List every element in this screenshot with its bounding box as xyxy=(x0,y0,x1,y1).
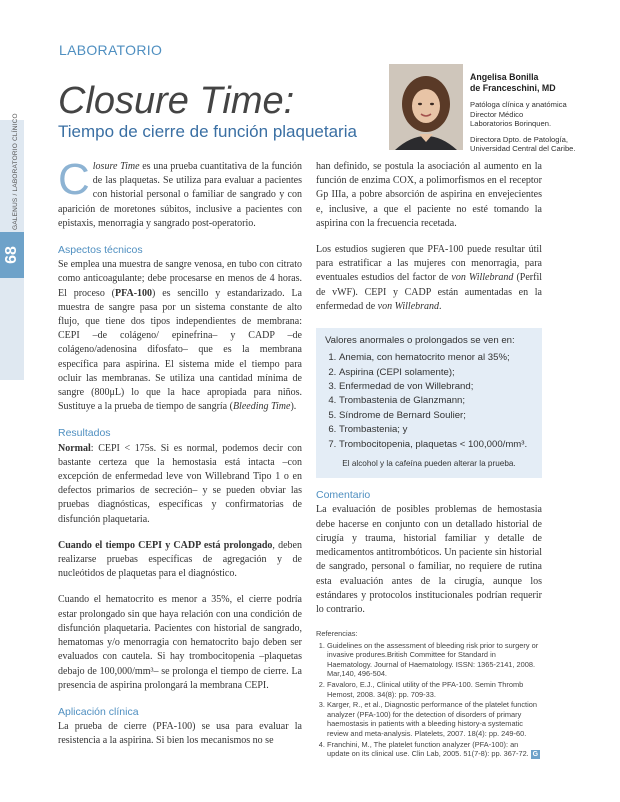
box-note: El alcohol y la cafeína pueden alterar la prueba. xyxy=(342,459,516,469)
reference-item: 3. Karger, R., et al., Diagnostic performance of the platelet function analyzer (PFA-100) for the detection of disorders of primary haemostasis in patients with a bleeding history-a systematic review and meta-analysis. Platelets, 2007. 18(4): pp. 249-60. xyxy=(327,700,542,738)
article-title: Closure Time: xyxy=(58,80,295,122)
heading-aspectos: Aspectos técnicos xyxy=(58,244,143,257)
box-title: Valores anormales o prolongados se ven en: xyxy=(325,335,515,347)
author-role: Director Médico xyxy=(470,109,524,119)
right-paragraph-2 xyxy=(316,243,542,314)
aspectos-text-e: ). xyxy=(290,401,297,413)
reference-item: 1. Guidelines on the assessment of bleeding risk prior to surgery or invasive produres.British Committee for Standard in Haematology. Journal of Haematology. ISSN: 1365-2141, 2008. Mar,140, 496-504. xyxy=(327,641,542,679)
heading-aplicacion: Aplicación clínica xyxy=(58,705,139,718)
heading-comentario: Comentario xyxy=(316,489,371,502)
author-role: Patóloga clínica y anatómica xyxy=(470,100,567,109)
author-info xyxy=(470,72,610,154)
right-column xyxy=(316,160,542,760)
aspectos-text-c: ) es sencillo y estandarizado. La muestra de sangre pasa por un sistema constante de alto flujo, que tiene dos tipos independientes de membrana: CEPI –de colágeno/ epinefrina– y CADP –de colágeno/adenosina difosfato– que es la membrana específica para aspirina. El sistema mide el tiempo para ocluir las membranas. Se utiliza una cantidad mínima de sangre (800μL) lo que la hace apropiada para niños. Sustituye a la prueba de tiempo de sangría ( xyxy=(58,287,302,413)
page-number-text: 68 xyxy=(2,246,20,264)
article-subtitle: Tiempo de cierre de función plaquetaria xyxy=(58,122,357,141)
right-p2-a: Los estudios sugieren que PFA-100 puede resultar útil para estratificar a las mujeres con menorragia, para eventuales estudios del factor de xyxy=(316,244,542,284)
right-p2-vw2: von Willebrand xyxy=(377,300,440,312)
abnormal-values-box xyxy=(316,328,542,478)
box-item: 5. Síndrome de Bernard Soulier; xyxy=(339,409,533,423)
resultados-normal-text: : CEPI < 175s. Si es normal, podemos decir con bastante certeza que la hemostasia está intacta –con excepción de enfermedad leve von Willebrand Tipo 1 o en defectos primarios de secreción– y se pueden obviar las pruebas diagnósticas, específicas y confirmatorias de disfunción plaquetaria. xyxy=(58,442,302,525)
box-item: 1. Anemia, con hematocrito menor al 35%; xyxy=(339,351,533,365)
page-number xyxy=(0,232,24,278)
right-p2-c: (Perfil de vWF). CEPI y CADP están aumentadas en la enfermedad de xyxy=(316,272,543,312)
left-column xyxy=(58,155,303,761)
right-p2-e: . xyxy=(439,300,442,312)
author-name-2: de Franceschini, MD xyxy=(470,83,556,93)
aspectos-text-a: Se emplea una muestra de sangre venosa, en tubo con citrato como anticoagulante; debe procesarse en menos de 4 horas. El proceso ( xyxy=(58,259,302,299)
references-heading: Referencias: xyxy=(316,629,358,639)
author-photo xyxy=(389,64,463,150)
reference-item-text: Franchini, M., The platelet function analyzer (PFA-100): an update on its clinical use. Clin Lab, 2005. 51(7-8): pp. 367-72. xyxy=(327,739,529,759)
author-roles xyxy=(470,100,610,129)
heading-resultados: Resultados xyxy=(58,427,111,440)
box-item: 7. Trombocitopenia, plaquetas < 100,000/mm³. xyxy=(339,438,533,452)
box-item: 4. Trombastenia de Glanzmann; xyxy=(339,394,533,408)
drop-cap: C xyxy=(58,155,90,204)
right-paragraph-1: han definido, se postula la asociación al aumento en la función de enzima COX, a polimorfismos en el receptor Gp IIIa, a pobre absorción de aspirina en envejecientes e, inclusive, a que el paciente no esté tomando la aspirina con la frecuencia recetada. xyxy=(316,161,542,229)
aspectos-bleeding-time: Bleeding Time xyxy=(232,401,291,413)
box-item: 6. Trombastenia; y xyxy=(339,423,533,437)
sidebar xyxy=(0,0,26,802)
resultados-hematocrito: Cuando el hematocrito es menor a 35%, el cierre podría estar prolongado sin que haya relación con una condición de disfunción plaquetaria. Pacientes con historial de sangrado, hematomas y/o menorragia con hematocrito bajo deben ser evaluados con cautela. Si hay trombocitopenia –plaquetas debajo de 100,000/mm³– se prolonga el tiempo de cierre. La presencia de aspirina prolongará la membrana CEPI. xyxy=(58,594,302,691)
resultados-normal-label: Normal xyxy=(58,442,91,454)
comentario-paragraph: La evaluación de posibles problemas de hemostasia debe hacerse en conjunto con un detallado historial de cirugía y trauma, historial familiar y detalle de medicamentos antitrombóticos. Un paciente sin historial de sangrado, personal o familiar, no requiere de rutina esta evaluación antes de la cirugía, aunque los estándares y protocolos institucionales podrían requerir lo contrario. xyxy=(316,504,542,615)
box-item: 2. Aspirina (CEPI solamente); xyxy=(339,366,533,380)
right-p2-vw1: von Willebrand xyxy=(451,272,514,284)
resultados-prolongado-label: Cuando el tiempo CEPI y CADP está prolongado xyxy=(58,539,273,551)
reference-item xyxy=(327,740,542,759)
resultados-normal xyxy=(58,442,302,527)
author-name-1: Angelisa Bonilla xyxy=(470,72,539,82)
author-affiliation-line: Universidad Central del Caribe. xyxy=(470,144,576,153)
author-affiliation-line: Directora Dpto. de Patología, xyxy=(470,134,568,144)
aspectos-pfa: PFA-100 xyxy=(115,287,153,299)
author-affiliation xyxy=(470,135,610,154)
aplicacion-paragraph: La prueba de cierre (PFA-100) se usa para evaluar la resistencia a la aspirina. Si bien los mecanismos no se xyxy=(58,721,302,747)
intro-paragraph xyxy=(58,155,303,231)
end-mark-icon: G xyxy=(532,750,539,758)
resultados-prolongado-text: , deben realizarse pruebas específicas de agregación y de nucleótidos de plaquetas para el diagnóstico. xyxy=(58,539,302,580)
references-list xyxy=(316,641,542,759)
sidebar-label: GALENUS / LABORATORIO CLÍNICO xyxy=(12,113,19,230)
resultados-prolongado xyxy=(58,539,302,582)
author-role: Laboratorios Borinquen. xyxy=(470,119,552,128)
box-item: 3. Enfermedad de von Willebrand; xyxy=(339,380,533,394)
aspectos-paragraph xyxy=(58,258,302,414)
intro-term: losure Time xyxy=(92,161,140,172)
intro-text: es una prueba cuantitativa de la función de las plaquetas. Se utiliza para evaluar a pacientes con historial personal o familiar de sangrado y con aparición de moretones súbitos, inclusive a pacientes con epistaxis, menorragia y sangrado post-operatorio. xyxy=(58,161,303,229)
references xyxy=(316,629,542,759)
reference-item: 2. Favaloro, E.J., Clinical utility of the PFA-100. Semin Thromb Hemost, 2008. 34(8): pp. 709-33. xyxy=(327,680,542,699)
section-label: LABORATORIO xyxy=(59,42,163,58)
box-list xyxy=(325,351,533,452)
